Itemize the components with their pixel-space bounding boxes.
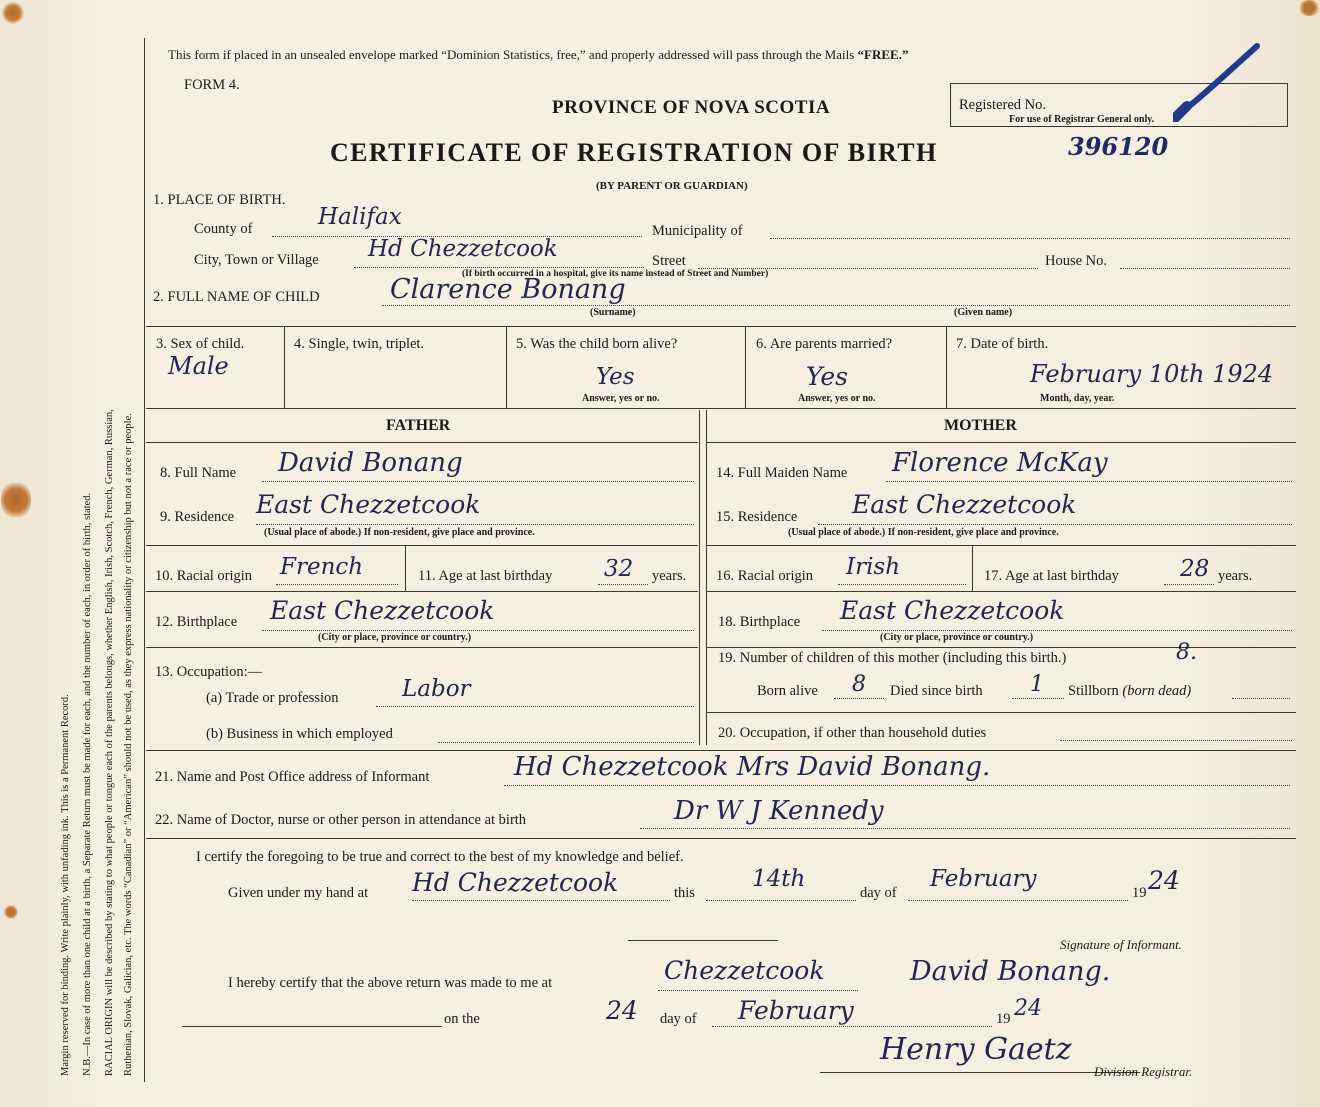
informant-line [504, 785, 1290, 786]
city-value: Hd Chezzetcook [368, 236, 558, 262]
informant-label: 21. Name and Post Office address of Informant [155, 769, 430, 785]
mother-race-line [838, 584, 966, 585]
street-label: Street [652, 253, 686, 269]
mother-birthplace-line [822, 630, 1292, 631]
county-value: Halifax [318, 204, 402, 230]
stillborn-note: (born dead) [1122, 683, 1192, 699]
margin-note: Ruthenian, Slovak, Galician, etc. The words “Canadian” or “American” should not be used, as they express nationality or citizenship but not a race or people. [123, 413, 134, 1076]
born-alive-count-label: Born alive [757, 683, 818, 699]
doctor-label: 22. Name of Doctor, nurse or other person in attendance at birth [155, 812, 527, 828]
registrar-signature: Henry Gaetz [880, 1032, 1072, 1067]
born-alive-count-value: 8 [852, 672, 866, 697]
stain-mark [1, 480, 31, 520]
business-line [438, 742, 694, 743]
this-label: this [674, 885, 695, 901]
stain-mark [1298, 0, 1320, 16]
hospital-note: (If birth occurred in a hospital, give its name instead of Street and Number) [462, 269, 769, 279]
division-registrar-label: Division Registrar. [1094, 1064, 1193, 1079]
return-place-line [658, 990, 858, 991]
dob-value: February 10th 1924 [1030, 360, 1274, 388]
year2-value: 24 [1014, 996, 1042, 1021]
born-alive-value: Yes [596, 364, 635, 390]
divider [707, 647, 1296, 648]
margin-note: N.B.—In case of more than one child at a birth, a Separate Return must be made for each, and the number of each, in order of birth, stated. [82, 492, 93, 1076]
doctor-value: Dr W J Kennedy [674, 796, 884, 826]
divider [146, 591, 698, 592]
surname-note: (Surname) [590, 307, 636, 318]
divider [146, 838, 1296, 839]
father-heading: FATHER [386, 417, 451, 434]
father-race-value: French [280, 554, 364, 580]
certify-statement: I certify the foregoing to be true and correct to the best of my knowledge and belief. [196, 849, 684, 865]
mother-residence-label: 15. Residence [716, 509, 798, 525]
divider [745, 326, 746, 408]
mail-note [168, 47, 908, 63]
month2-value: February [738, 996, 854, 1025]
father-name-line [262, 481, 694, 482]
mother-birthplace-label: 18. Birthplace [718, 614, 801, 630]
father-age-value: 32 [604, 556, 634, 582]
divider [405, 545, 406, 591]
divider [707, 545, 1296, 546]
divider [146, 750, 1296, 751]
mother-name-line [886, 481, 1292, 482]
house-line [1120, 268, 1290, 269]
mother-birthplace-value: East Chezzetcook [840, 596, 1065, 625]
born-alive-label: 5. Was the child born alive? [516, 336, 678, 352]
trade-line [376, 706, 694, 707]
business-label: (b) Business in which employed [206, 726, 393, 742]
father-age-line [598, 584, 648, 585]
father-residence-line [256, 524, 694, 525]
return-label: I hereby certify that the above return was made to me at [228, 975, 553, 991]
divider [972, 545, 973, 591]
registered-box [950, 83, 1288, 127]
stain-mark [2, 2, 24, 24]
father-residence-value: East Chezzetcook [256, 490, 481, 519]
father-age-label: 11. Age at last birthday [418, 568, 553, 584]
father-birthplace-line [262, 630, 694, 631]
day-of2-label: day of [660, 1011, 697, 1027]
divider [146, 647, 698, 648]
mother-heading: MOTHER [944, 417, 1017, 434]
divider [146, 326, 1296, 327]
informant-signature: David Bonang. [910, 956, 1111, 987]
return-place-value: Chezzetcook [664, 956, 825, 985]
on-the-label: on the [444, 1011, 480, 1027]
father-occupation-label: 13. Occupation:— [155, 664, 263, 680]
given-place-line [412, 900, 670, 901]
dob-note: Month, day, year. [1040, 393, 1115, 404]
ink-mark-icon [1173, 42, 1263, 122]
mother-name-value: Florence McKay [892, 448, 1108, 478]
mail-note-free: “FREE.” [857, 47, 909, 62]
margin-note: Margin reserved for binding. Write plainly, with unfading ink. This is a Permanent Record. [60, 694, 71, 1076]
mother-occupation-label: 20. Occupation, if other than household duties [718, 725, 987, 741]
on-the-day-value: 24 [606, 996, 638, 1025]
municipality-label: Municipality of [652, 223, 743, 239]
province-heading: PROVINCE OF NOVA SCOTIA [552, 97, 831, 118]
given-name-note: (Given name) [954, 307, 1013, 318]
registration-number: 396120 [1068, 132, 1169, 161]
mother-name-label: 14. Full Maiden Name [716, 465, 848, 481]
house-label: House No. [1045, 253, 1108, 269]
mail-note-text: This form if placed in an unsealed envelope marked “Dominion Statistics, free,” and properly addressed will pass through the Mails [168, 47, 858, 62]
margin-note: RACIAL ORIGIN will be described by stating to what people or tongue each of the parents belongs, whether English, Irish, Scotch, French, German, Russian, [104, 409, 115, 1076]
page-title: CERTIFICATE OF REGISTRATION OF BIRTH [330, 138, 938, 167]
given-label: Given under my hand at [228, 885, 369, 901]
plurality-label: 4. Single, twin, triplet. [294, 336, 425, 352]
mother-race-value: Irish [846, 554, 901, 580]
registrar-use-note: For use of Registrar General only. [1009, 114, 1155, 125]
father-birthplace-label: 12. Birthplace [155, 614, 238, 630]
month-value: February [930, 866, 1037, 892]
doctor-line [640, 828, 1290, 829]
divider [707, 591, 1296, 592]
municipality-line [770, 238, 1290, 239]
given-place-value: Hd Chezzetcook [412, 868, 619, 897]
mother-residence-value: East Chezzetcook [852, 490, 1077, 519]
divider [699, 410, 700, 745]
mother-age-line [1164, 584, 1214, 585]
parents-married-value: Yes [806, 362, 848, 391]
day-of-label: day of [860, 885, 897, 901]
child-name-line [382, 305, 1290, 306]
mother-residence-line [818, 524, 1292, 525]
signature-line [182, 1026, 442, 1027]
signature-line [628, 940, 778, 941]
trade-label: (a) Trade or profession [206, 690, 339, 706]
year2-prefix: 19 [996, 1011, 1011, 1027]
county-label: County of [194, 221, 253, 237]
place-of-birth-heading: 1. PLACE OF BIRTH. [153, 192, 286, 208]
parents-married-label: 6. Are parents married? [756, 336, 893, 352]
day-value: 14th [752, 866, 806, 892]
dob-label: 7. Date of birth. [956, 336, 1049, 352]
father-race-label: 10. Racial origin [155, 568, 253, 584]
father-name-label: 8. Full Name [160, 465, 237, 481]
divider [284, 326, 285, 408]
father-birthplace-note: (City or place, province or country.) [318, 632, 472, 643]
informant-value: Hd Chezzetcook Mrs David Bonang. [514, 752, 991, 782]
died-value: 1 [1030, 672, 1044, 697]
year-value: 24 [1148, 866, 1180, 895]
divider [146, 442, 698, 443]
divider [146, 545, 698, 546]
died-label: Died since birth [890, 683, 983, 699]
month-line [908, 900, 1128, 901]
stillborn-label [1068, 683, 1191, 700]
informant-signature-label: Signature of Informant. [1060, 937, 1182, 952]
registered-label: Registered No. [959, 97, 1046, 113]
died-line [1012, 698, 1064, 699]
father-name-value: David Bonang [278, 448, 463, 478]
form-number: FORM 4. [184, 77, 240, 93]
stain-mark [4, 905, 18, 919]
father-birthplace-value: East Chezzetcook [270, 596, 495, 625]
father-abode-note: (Usual place of abode.) If non-resident, give place and province. [264, 527, 535, 538]
year-prefix: 19 [1132, 885, 1147, 901]
father-residence-label: 9. Residence [160, 509, 235, 525]
mother-race-label: 16. Racial origin [716, 568, 814, 584]
mother-occupation-line [1060, 740, 1292, 741]
trade-value: Labor [402, 676, 471, 702]
mother-years-label: years. [1218, 568, 1253, 584]
stillborn-line [1232, 698, 1290, 699]
mother-age-value: 28 [1180, 556, 1210, 582]
stillborn-label-text: Stillborn [1068, 683, 1119, 699]
answer-note: Answer, yes or no. [582, 393, 660, 404]
signature-line [820, 1072, 1140, 1073]
divider [506, 326, 507, 408]
divider [146, 408, 1296, 409]
father-years-label: years. [652, 568, 687, 584]
father-race-line [276, 584, 398, 585]
children-count-value: 8. [1176, 640, 1197, 665]
divider [707, 442, 1296, 443]
divider [946, 326, 947, 408]
month2-line [712, 1026, 992, 1027]
sex-label: 3. Sex of child. [156, 336, 245, 352]
border [144, 38, 145, 1082]
mother-age-label: 17. Age at last birthday [984, 568, 1119, 584]
born-alive-line [834, 698, 884, 699]
divider [706, 410, 707, 745]
mother-birthplace-note: (City or place, province or country.) [880, 632, 1034, 643]
children-count-label: 19. Number of children of this mother (including this birth.) [718, 650, 1067, 666]
sex-value: Male [168, 352, 229, 380]
child-name-label: 2. FULL NAME OF CHILD [153, 289, 320, 305]
page-subtitle: (BY PARENT OR GUARDIAN) [596, 180, 748, 192]
mother-abode-note: (Usual place of abode.) If non-resident, give place and province. [788, 527, 1059, 538]
child-name-value: Clarence Bonang [390, 274, 626, 305]
day-line [706, 900, 856, 901]
answer-note: Answer, yes or no. [798, 393, 876, 404]
city-label: City, Town or Village [194, 252, 319, 268]
divider [707, 712, 1296, 713]
city-line [354, 267, 644, 268]
